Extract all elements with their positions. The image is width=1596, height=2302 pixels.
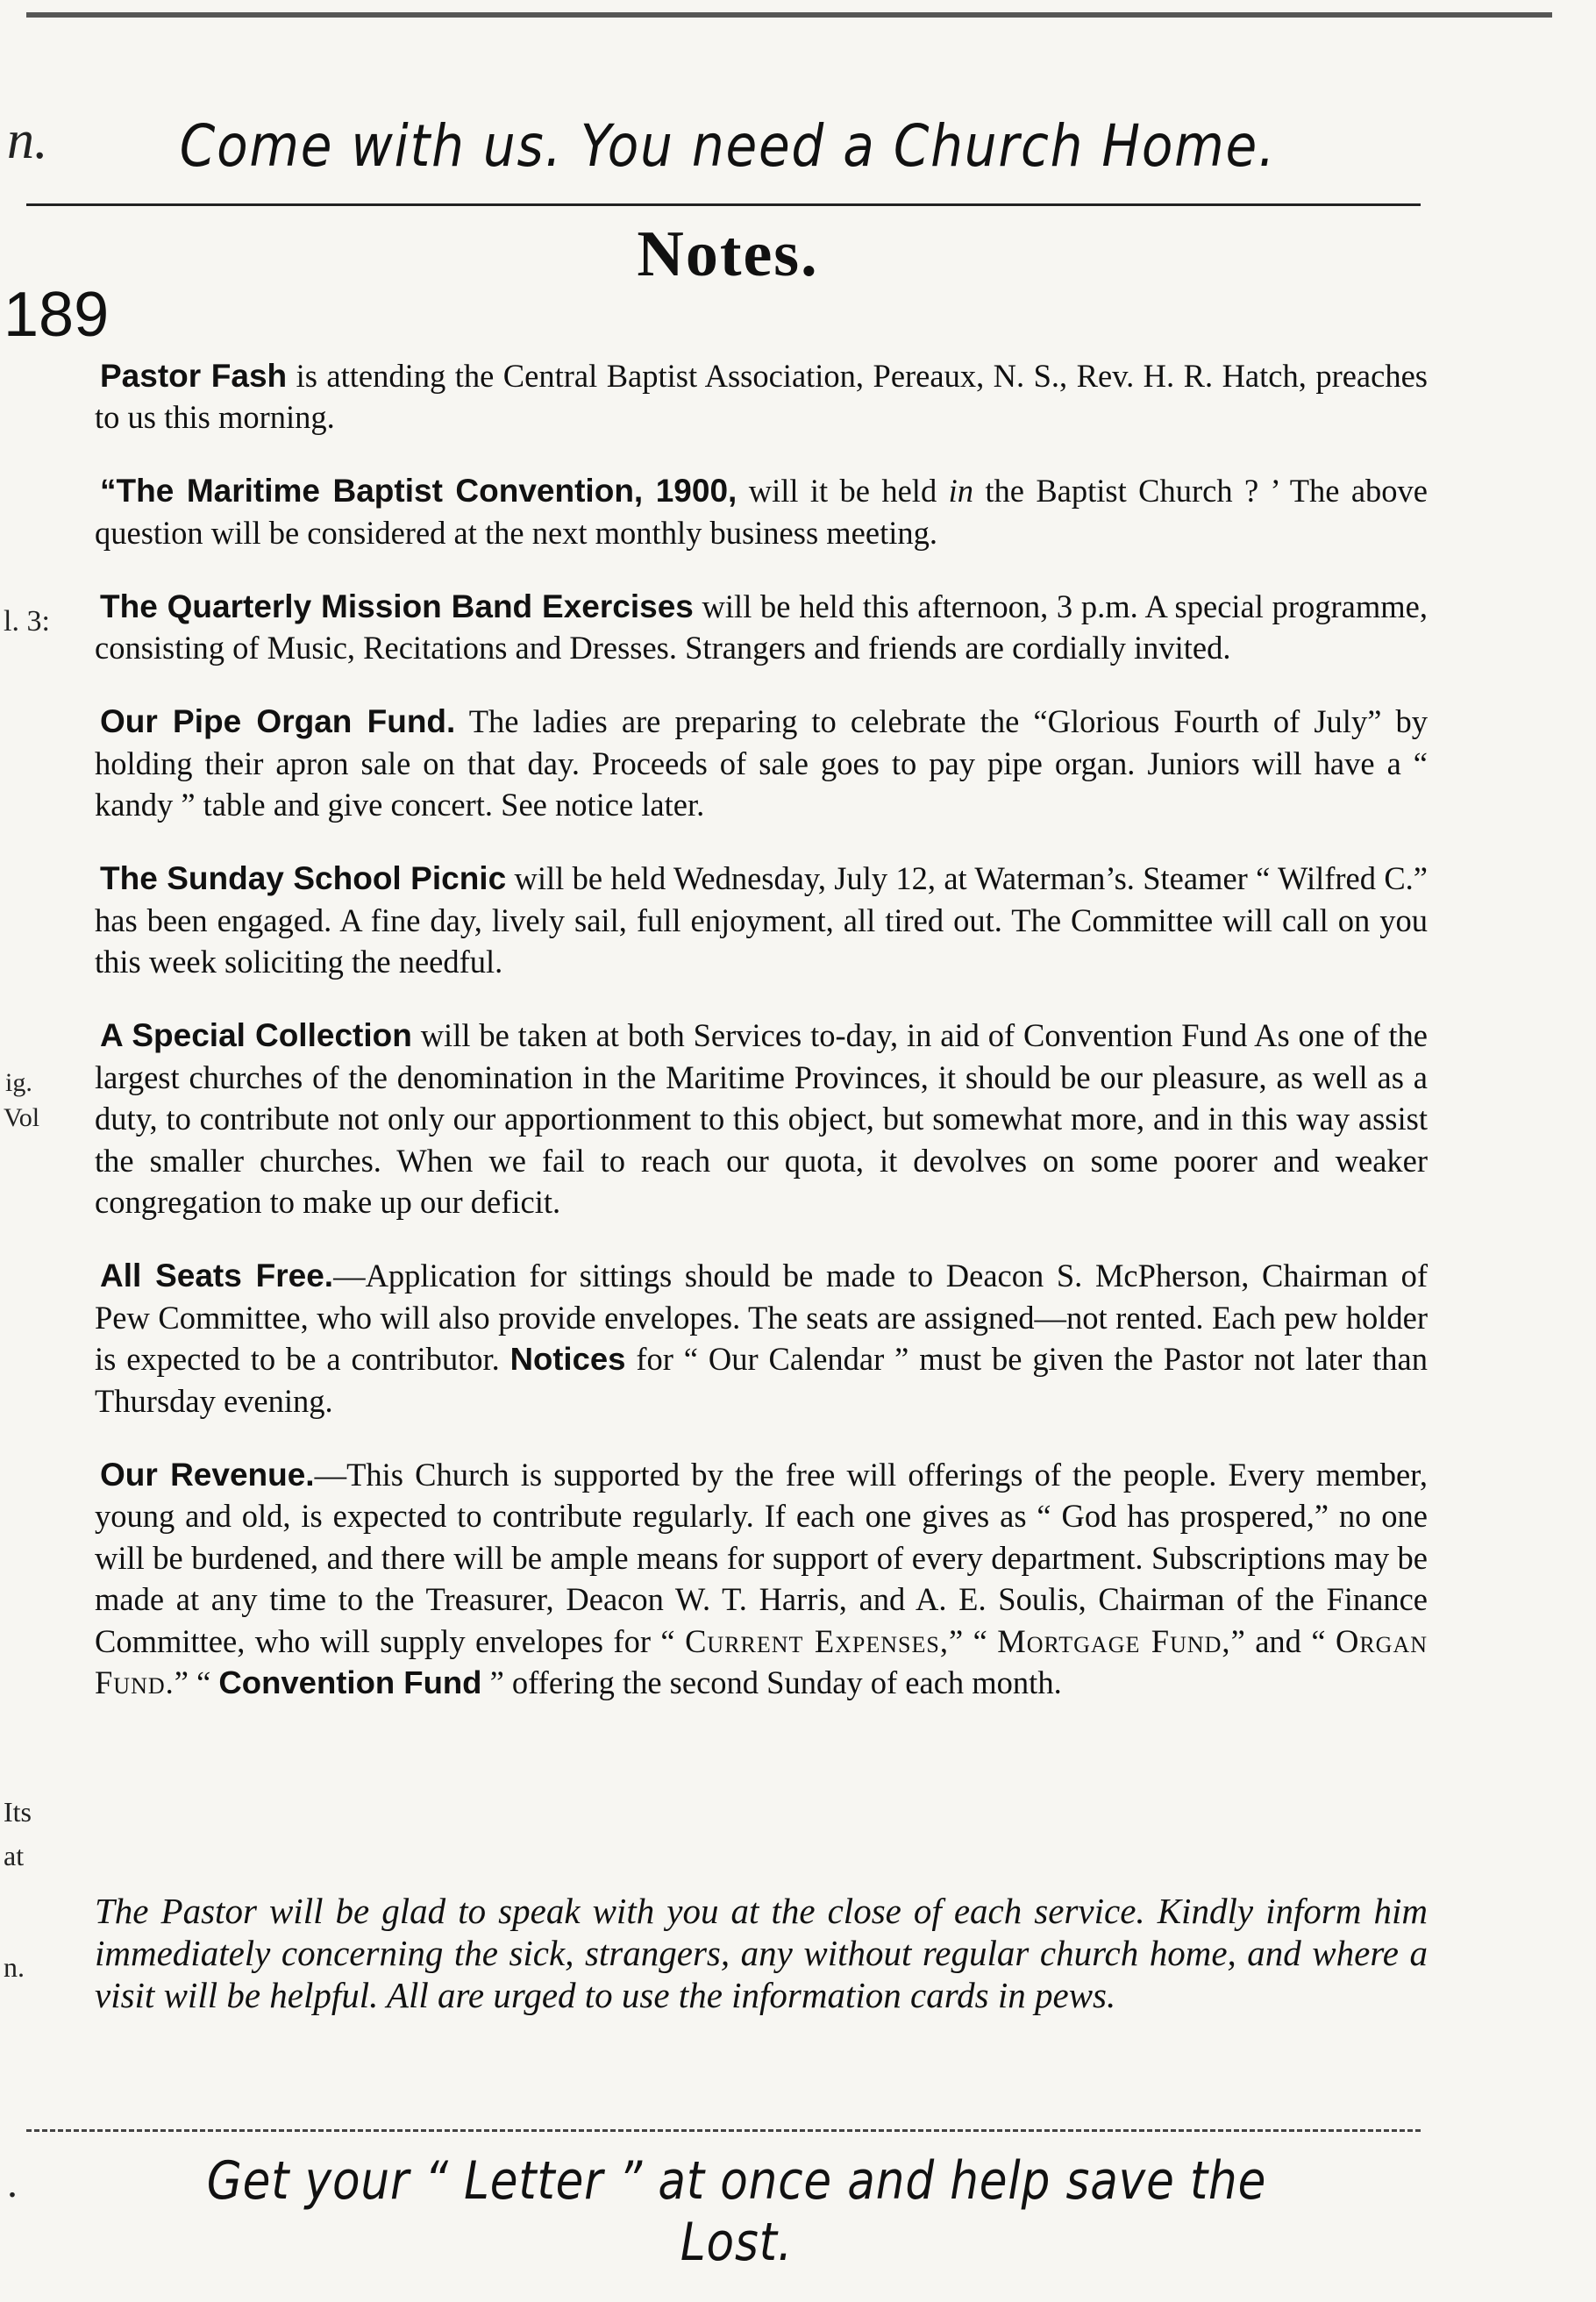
header-rule bbox=[26, 203, 1421, 206]
notes-body bbox=[95, 323, 1428, 1710]
footer-banner: Get your “ Letter ” at once and help save the Lost. bbox=[206, 2150, 1267, 2273]
note-keyword: Convention Fund bbox=[218, 1664, 482, 1700]
note-text: ” offering the second Sunday of each month. bbox=[481, 1664, 1062, 1700]
notes-heading: Notes. bbox=[637, 218, 819, 290]
note-text: the Baptist Church ? ’ The above question will be considered at the next monthly business meeting. bbox=[95, 473, 1428, 551]
note-pipe-organ-fund bbox=[95, 701, 1428, 826]
margin-fragment-4: Its bbox=[4, 1796, 32, 1828]
note-mission-band bbox=[95, 586, 1428, 669]
note-all-seats-free bbox=[95, 1255, 1428, 1422]
note-lead: The Sunday School Picnic bbox=[100, 860, 507, 896]
margin-fragment-3: Vol bbox=[4, 1103, 40, 1132]
note-lead: Pastor Fash bbox=[100, 357, 288, 394]
margin-fragment-1: l. 3: bbox=[4, 605, 50, 638]
top-border-rule bbox=[26, 12, 1552, 18]
note-lead: Our Pipe Organ Fund. bbox=[100, 703, 456, 739]
margin-fragment-6: n. bbox=[4, 1951, 25, 1983]
note-lead: All Seats Free. bbox=[100, 1258, 334, 1294]
note-text: ” and “ bbox=[1230, 1622, 1336, 1659]
note-pastor-fash bbox=[95, 355, 1428, 438]
fund-name-mortgage: Mortgage Fund, bbox=[997, 1622, 1231, 1659]
note-text: for “ Our Calendar ” must be given the Pastor not later than Thursday evening. bbox=[95, 1341, 1429, 1419]
note-maritime-convention bbox=[95, 470, 1428, 553]
note-text: will it be held bbox=[737, 473, 949, 509]
pastor-note: The Pastor will be glad to speak with you at the close of each service. Kindly inform him immediately concerning the sick, strangers, any without regular church home, and where a visit will be helpful. All are urged to use the information cards in pews. bbox=[95, 1891, 1428, 2015]
note-text: ” “ bbox=[174, 1664, 219, 1700]
note-sunday-school-picnic bbox=[95, 858, 1428, 983]
fund-name-organ: Organ Fund. bbox=[95, 1622, 1429, 1700]
note-text: will be held this afternoon, 3 p.m. A special programme, consisting of Music, Recitations and Dresses. Strangers and friends are cordially invited. bbox=[95, 588, 1428, 666]
footer-margin-fragment: . bbox=[7, 2160, 18, 2206]
note-text: ” “ bbox=[948, 1622, 998, 1659]
note-our-revenue bbox=[95, 1454, 1428, 1704]
note-text: —This Church is supported by the free will offerings of the people. Every member, young and old, is expected to contribute regularly. If each one gives as “ God has prospered,” no one will be burdened, and there will be ample means for support of every department. Subscriptions may be made at any time to the Treasurer, Deacon W. T. Harris, and A. E. Soulis, Chairman of the Finance Committee, who will supply envelopes for “ bbox=[95, 1456, 1428, 1659]
note-text: The ladies are preparing to celebrate the “Glorious Fourth of July” by holding their apron sale on that day. Proceeds of sale goes to pay pipe organ. Juniors will have a “ kandy ” table and give concert. See notice later. bbox=[95, 703, 1428, 823]
note-lead: “The Maritime Baptist Convention, 1900, bbox=[100, 473, 737, 509]
note-emphasis: in bbox=[948, 473, 973, 509]
margin-fragment-5: at bbox=[4, 1840, 25, 1871]
footer-rule bbox=[26, 2129, 1421, 2132]
margin-fragment-2: ig. bbox=[5, 1068, 32, 1097]
note-lead: The Quarterly Mission Band Exercises bbox=[100, 588, 694, 624]
note-text: —Application for sittings should be made to Deacon S. McPherson, Chairman of Pew Committee, who will also provide envelopes. The seats are assigned—not rented. Each pew holder is expected to be a contributor. bbox=[95, 1258, 1428, 1377]
header-margin-fragment: n. bbox=[7, 110, 48, 170]
note-lead: A Special Collection bbox=[100, 1017, 412, 1053]
note-text: will be taken at both Services to-day, in aid of Convention Fund As one of the largest churches of the denomination in the Maritime Provinces, it should be our pleasure, as well as a duty, to contribute not only our apportionment to this object, but somewhat more, and in this way assist the smaller churches. When we fail to reach our quota, it devolves on some poorer and weaker congregation to make up our deficit. bbox=[95, 1017, 1428, 1220]
note-special-collection bbox=[95, 1015, 1428, 1223]
note-keyword: Notices bbox=[509, 1341, 626, 1377]
note-text: will be held Wednesday, July 12, at Waterman’s. Steamer “ Wilfred C.” has been engaged. A fine day, lively sail, full enjoyment, all tired out. The Committee will call on you this week soliciting the needful. bbox=[95, 860, 1428, 980]
margin-year: 189 bbox=[4, 280, 110, 350]
note-text: is attending the Central Baptist Association, Pereaux, N. S., Rev. H. R. Hatch, preaches to us this morning. bbox=[95, 357, 1428, 435]
fund-name-current-expenses: Current Expenses, bbox=[685, 1622, 949, 1659]
header-banner: Come with us. You need a Church Home. bbox=[179, 112, 1277, 180]
note-lead: Our Revenue. bbox=[100, 1456, 315, 1493]
